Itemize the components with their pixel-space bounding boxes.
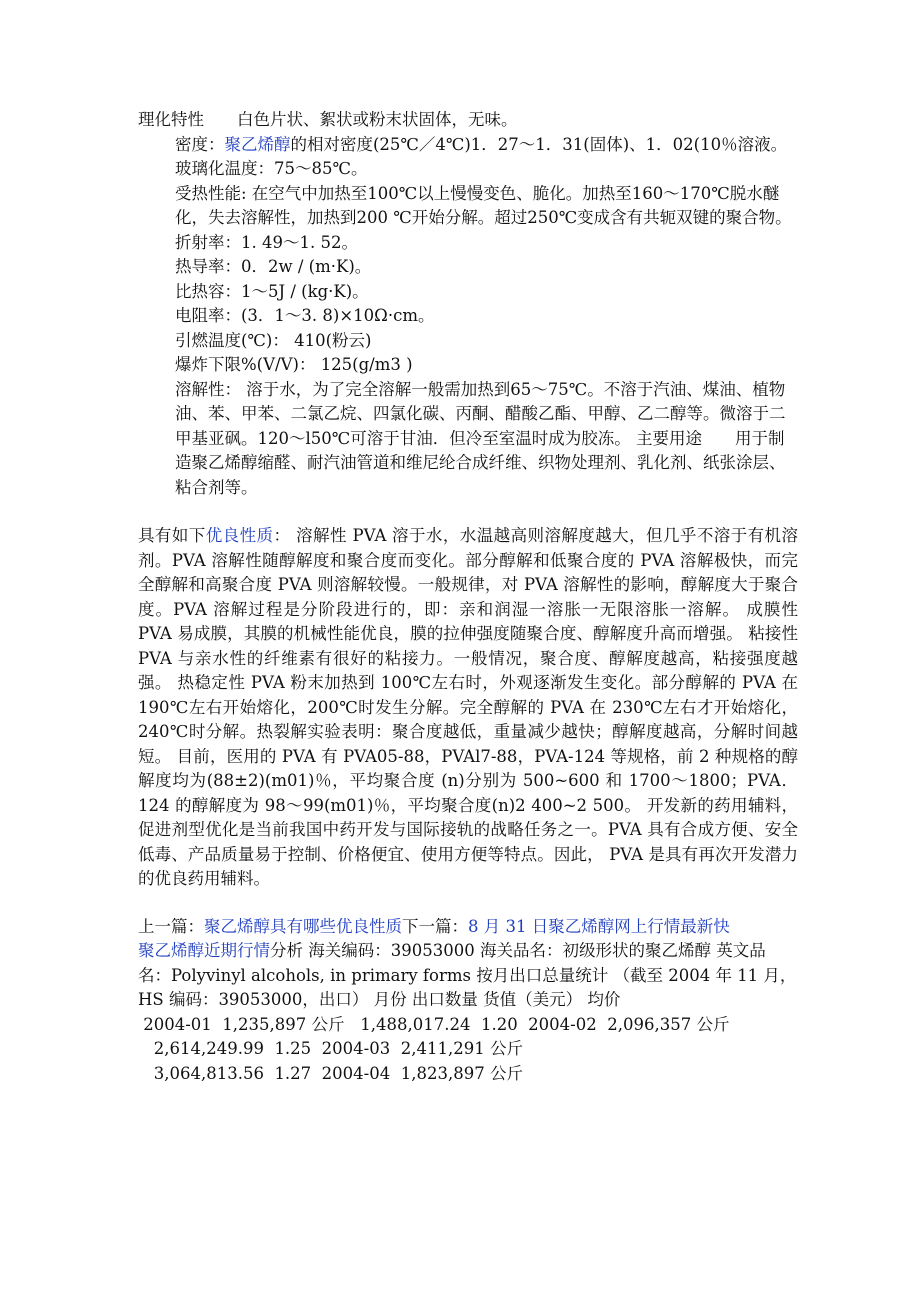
advantages-link[interactable]: 优良性质	[205, 526, 274, 545]
resistivity-line: 电阻率：(3．1～3. 8)×10Ω·cm。	[175, 306, 435, 325]
solubility-paragraph: 溶解性： 溶于水，为了完全溶解一般需加热到65～75℃。不溶于汽油、煤油、植物油、苯、甲苯、二氯乙烷、四氯化碳、丙酮、醋酸乙酯、甲醇、乙二醇等。微溶于二甲基亚砜。120～l50℃可溶于甘油．但冷至室温时成为胶冻。 主要用途 用于制造聚乙烯醇缩醛、耐汽油管道和维尼纶合成纤维、织物处理剂、乳化剂、纸张涂层、粘合剂等。	[175, 379, 786, 497]
refractive-index-line: 折射率：1. 49～1. 52。	[175, 232, 358, 252]
export-row-3: 3,064,813.56 1.27 2004-04 1,823,897 公斤	[138, 1063, 523, 1083]
article-navigation	[138, 915, 798, 940]
thermal-behavior-line: 受热性能: 在空气中加热至100℃以上慢慢变色、脆化。加热至160～170℃脱水醚化，失去溶解性，加热到200 ℃开始分解。超过250℃变成含有共轭双键的聚合物。	[175, 183, 792, 227]
specific-heat-line: 比热容：1～5J / (kg·K)。	[175, 281, 369, 301]
market-body: 分析 海关编码：39053000 海关品名：初级形状的聚乙烯醇 英文品名：Polyvinyl alcohols, in primary forms 按月出口总量统计 （截至 2004 年 11 月，HS 编码：39053000，出口） 月份 出口数量 货值（美元） 均价	[138, 941, 797, 1009]
explosion-limit-line: 爆炸下限%(V/V)： 125(g/m3 )	[175, 355, 413, 374]
next-article-link[interactable]: 8 月 31 日聚乙烯醇网上行情最新快	[468, 916, 730, 936]
next-label: 下一篇：	[402, 916, 468, 936]
thermal-conductivity-line: 热导率：0．2w / (m·K)。	[175, 257, 372, 276]
density-value: 的相对密度(25℃／4℃)1．27～1．31(固体)、1．02(10％溶液。	[290, 134, 788, 154]
ignition-temp-line: 引燃温度(℃)： 410(粉云)	[175, 330, 372, 350]
advantages-intro: 具有如下	[138, 526, 206, 545]
market-paragraph	[138, 939, 798, 1013]
export-row-2: 2,614,249.99 1.25 2004-03 2,411,291 公斤	[138, 1039, 523, 1058]
prev-article-link[interactable]: 聚乙烯醇具有哪些优良性质	[204, 916, 402, 936]
advantages-paragraph	[138, 524, 798, 892]
density-label: 密度：	[175, 134, 225, 154]
pva-link[interactable]: 聚乙烯醇	[224, 134, 291, 154]
glass-transition-line: 玻璃化温度：75～85℃。	[175, 159, 368, 178]
document-page	[138, 108, 798, 1086]
market-link[interactable]: 聚乙烯醇近期行情	[138, 941, 270, 960]
density-line	[138, 133, 798, 158]
prev-label: 上一篇：	[138, 916, 204, 936]
export-row-1: 2004-01 1,235,897 公斤 1,488,017.24 1.20 2004-02 2,096,357 公斤	[138, 1014, 730, 1034]
advantages-body: ： 溶解性 PVA 溶于水，水温越高则溶解度越大，但几乎不溶于有机溶剂。PVA 溶解性随醇解度和聚合度而变化。部分醇解和低聚合度的 PVA 溶解极快，而完全醇解和高聚合度 PVA 则溶解较慢。一般规律，对 PVA 溶解性的影响，醇解度大于聚合度。PVA 溶解过程是分阶段进行的，即：亲和润湿一溶胀一无限溶胀一溶解。 成膜性 PVA 易成膜，其膜的机械性能优良，膜的拉伸强度随聚合度、醇解度升高而增强。 粘接性 PVA 与亲水性的纤维素有很好的粘接力。一般情况，聚合度、醇解度越高，粘接强度越强。 热稳定性 PVA 粉末加热到 100℃左右时，外观逐渐发生变化。部分醇解的 PVA 在 190℃左右开始熔化，200℃时发生分解。完全醇解的 PVA 在 230℃左右才开始熔化，240℃时分解。热裂解实验表明：聚合度越低，重量减少越快；醇解度越高，分解时间越短。 目前，医用的 PVA 有 PVA05-88，PVAl7-88，PVA-124 等规格，前 2 种规格的醇解度均为(88±2)(m01)％，平均聚合度 (n)分别为 500~600 和 1700～1800；PVA．124 的醇解度为 98～99(m01)％，平均聚合度(n)2 400~2 500。 开发新的药用辅料，促进剂型优化是当前我国中药开发与国际接轨的战略任务之一。PVA 具有合成方便、安全低毒、产品质量易于控制、价格便宜、使用方便等特点。因此， PVA 是具有再次开发潜力的优良药用辅料。	[138, 526, 798, 888]
properties-heading-line: 理化特性 白色片状、絮状或粉末状固体，无味。	[138, 110, 518, 129]
